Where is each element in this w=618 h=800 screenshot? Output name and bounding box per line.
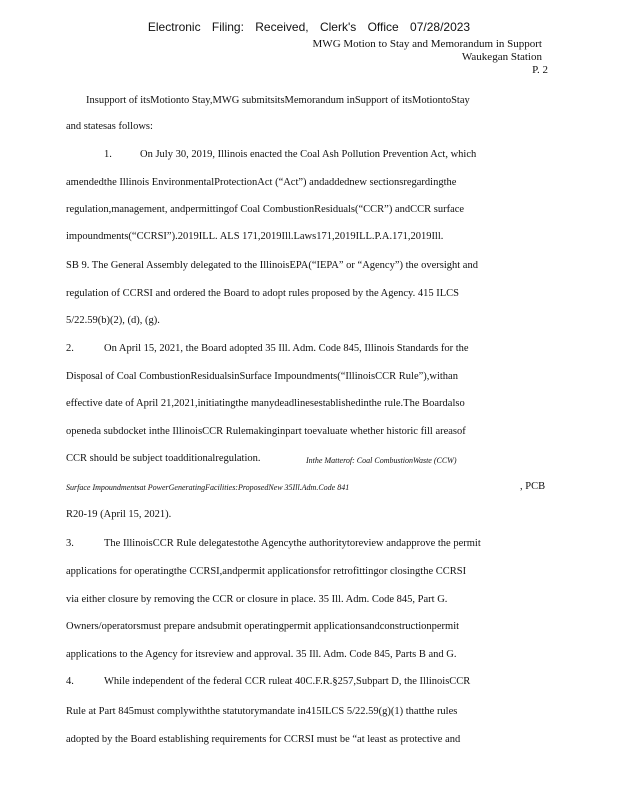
intro-line-2: and statesas follows:	[66, 121, 153, 132]
para-4-line: While independent of the federal CCR ruleat 40C.F.R.§257,Subpart D, the IllinoisCCR	[104, 676, 471, 687]
para-2-line: On April 15, 2021, the Board adopted 35 Ill. Adm. Code 845, Illinois Standards for the	[104, 343, 469, 354]
para-2-number: 2.	[66, 343, 74, 354]
para-1-number: 1.	[104, 149, 112, 160]
para-3-line: Owners/operatorsmust prepare andsubmit operatingpermit applicationsandconstructionpermit	[66, 621, 460, 632]
para-1-line: regulation,management, andpermittingof Coal CombustionResiduals(“CCR”) andCCR surface	[66, 204, 465, 215]
filing-stamp: Electronic Filing: Received, Clerk's Office 07/28/2023	[147, 20, 471, 34]
para-3-line: The IllinoisCCR Rule delegatestothe Agencythe authoritytoreview andapprove the permit	[104, 538, 481, 549]
para-3-line: applications to the Agency for itsreview and approval. 35 Ill. Adm. Code 845, Parts B and G.	[66, 649, 457, 660]
intro-line-1: Insupport of itsMotionto Stay,MWG submitsitsMemorandum inSupport of itsMotiontoStay	[86, 95, 470, 106]
para-1-line: regulation of CCRSI and ordered the Board to adopt rules proposed by the Agency. 415 ILCS	[66, 288, 459, 299]
para-1-line: SB 9. The General Assembly delegated to the IllinoisEPA(“IEPA” or “Agency”) the oversight and	[66, 260, 478, 271]
para-2-line: openeda subdocket inthe IllinoisCCR Rulemakinginpart toevaluate whether historic fill areasof	[66, 426, 466, 437]
para-2-line: , PCB	[520, 481, 546, 492]
para-2-line: CCR should be subject toadditionalregulation.	[66, 453, 261, 464]
para-4-number: 4.	[66, 676, 74, 687]
para-1-line: amendedthe Illinois EnvironmentalProtectionAct (“Act”) andaddednew sectionsregardingthe	[66, 177, 457, 188]
para-3-number: 3.	[66, 538, 74, 549]
para-1-line: On July 30, 2019, Illinois enacted the Coal Ash Pollution Prevention Act, which	[140, 149, 477, 160]
para-4-line: adopted by the Board establishing requirements for CCRSI must be “at least as protective and	[66, 734, 461, 745]
para-1-line: 5/22.59(b)(2), (d), (g).	[66, 315, 160, 326]
para-1-line: impoundments(“CCRSI”).2019ILL. ALS 171,2019Ill.Laws171,2019ILL.P.A.171,2019Ill.	[66, 231, 444, 242]
document-title: MWG Motion to Stay and Memorandum in Support	[312, 38, 542, 50]
para-3-line: via either closure by removing the CCR or closure in place. 35 Ill. Adm. Code 845, Part G.	[66, 594, 448, 605]
para-2-line: R20-19 (April 15, 2021).	[66, 509, 172, 520]
facility-name: Waukegan Station	[461, 51, 542, 63]
para-3-line: applications for operatingthe CCRSI,andpermit applicationsfor retrofittingor closingthe CCRSI	[66, 566, 467, 577]
para-4-line: Rule at Part 845must complywiththe statutorymandate in415ILCS 5/22.59(g)(1) thatthe rules	[66, 706, 458, 717]
case-caption-italic: Surface Impoundmentsat PowerGeneratingFacilities:ProposedNew 35Ill.Adm.Code 841	[66, 483, 350, 492]
case-caption-italic: Inthe Matterof: Coal CombustionWaste (CCW)	[306, 456, 457, 465]
para-2-line: Disposal of Coal CombustionResidualsinSurface Impoundments(“IllinoisCCR Rule”),withan	[66, 371, 458, 382]
para-2-line: effective date of April 21,2021,initiatingthe manydeadlinesestablishedinthe rule.The Boardalso	[66, 398, 465, 409]
page-number: P. 2	[532, 64, 548, 76]
